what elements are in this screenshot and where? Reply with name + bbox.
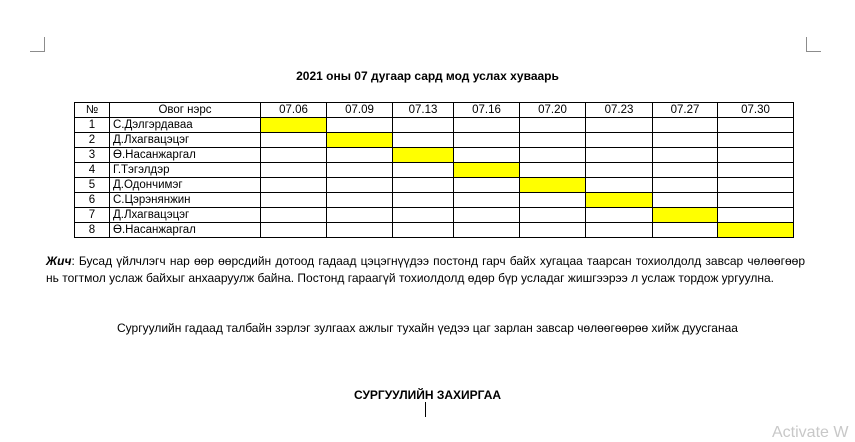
empty-cell — [653, 163, 718, 178]
empty-cell — [520, 133, 586, 148]
empty-cell — [653, 178, 718, 193]
table-header-row — [75, 103, 794, 118]
empty-cell — [261, 133, 327, 148]
field-weeding-note: Сургуулийн гадаад талбайн зэрлэг зулгаах ажлыг тухайн үедээ цаг зарлан завсар чөлөөгөөрөө хийж дуусганаа — [117, 321, 738, 335]
empty-cell — [718, 208, 794, 223]
empty-cell — [327, 163, 393, 178]
row-name: Ө.Насанжаргал — [110, 223, 261, 238]
row-number: 4 — [75, 163, 110, 178]
row-name: Ө.Насанжаргал — [110, 148, 261, 163]
note-text: : Бусад үйлчлэгч нар өөр өөрсдийн дотоод гадаад цэцэгнүүдээ постонд гарч байх хугацаа таарсан тохиолдолд завсар чөлөөгөөр нь тогтмол услаж байхыг анхааруулж байна. Постонд гараагүй тохиолдолд өдөр бүр усладаг жишгээрээ л услаж тордож ургуулна. — [46, 254, 805, 285]
document-title: 2021 оны 07 дугаар сард мод услах хуваарь — [296, 69, 559, 83]
empty-cell — [393, 193, 454, 208]
empty-cell — [327, 148, 393, 163]
page-margin-corner-left — [30, 37, 45, 52]
table-row — [75, 163, 794, 178]
highlighted-cell — [454, 163, 520, 178]
row-name: Г.Тэгэлдэр — [110, 163, 261, 178]
note-label: Жич — [46, 254, 72, 268]
highlighted-cell — [261, 118, 327, 133]
empty-cell — [653, 193, 718, 208]
watering-schedule-table — [74, 102, 794, 238]
row-number: 2 — [75, 133, 110, 148]
row-name: С.Цэрэнянжин — [110, 193, 261, 208]
row-name: Д.Лхагвацэцэг — [110, 133, 261, 148]
empty-cell — [261, 223, 327, 238]
row-number: 5 — [75, 178, 110, 193]
empty-cell — [586, 163, 653, 178]
empty-cell — [261, 148, 327, 163]
row-name: С.Дэлгэрдаваа — [110, 118, 261, 133]
header-date: 07.27 — [653, 103, 718, 118]
empty-cell — [454, 133, 520, 148]
highlighted-cell — [327, 133, 393, 148]
empty-cell — [327, 223, 393, 238]
highlighted-cell — [520, 178, 586, 193]
empty-cell — [454, 223, 520, 238]
empty-cell — [393, 133, 454, 148]
row-name: Д.Одончимэг — [110, 178, 261, 193]
signature-school-administration: СУРГУУЛИЙН ЗАХИРГАА — [353, 388, 502, 402]
empty-cell — [653, 118, 718, 133]
empty-cell — [261, 163, 327, 178]
highlighted-cell — [586, 193, 653, 208]
header-date: 07.30 — [718, 103, 794, 118]
empty-cell — [653, 148, 718, 163]
highlighted-cell — [393, 148, 454, 163]
empty-cell — [327, 193, 393, 208]
header-date: 07.09 — [327, 103, 393, 118]
row-number: 3 — [75, 148, 110, 163]
table-row — [75, 148, 794, 163]
empty-cell — [586, 148, 653, 163]
text-cursor — [425, 402, 426, 417]
empty-cell — [718, 118, 794, 133]
empty-cell — [718, 148, 794, 163]
highlighted-cell — [653, 208, 718, 223]
empty-cell — [586, 118, 653, 133]
empty-cell — [520, 208, 586, 223]
table-row — [75, 193, 794, 208]
empty-cell — [454, 178, 520, 193]
empty-cell — [653, 223, 718, 238]
header-name: Овог нэрс — [110, 103, 261, 118]
empty-cell — [393, 223, 454, 238]
table-row — [75, 208, 794, 223]
table-row — [75, 133, 794, 148]
header-date: 07.20 — [520, 103, 586, 118]
empty-cell — [520, 223, 586, 238]
empty-cell — [520, 163, 586, 178]
header-number: № — [75, 103, 110, 118]
note-paragraph — [46, 253, 805, 287]
empty-cell — [520, 193, 586, 208]
header-date: 07.06 — [261, 103, 327, 118]
row-number: 7 — [75, 208, 110, 223]
empty-cell — [653, 133, 718, 148]
empty-cell — [454, 118, 520, 133]
empty-cell — [261, 208, 327, 223]
empty-cell — [520, 148, 586, 163]
empty-cell — [393, 163, 454, 178]
empty-cell — [718, 178, 794, 193]
empty-cell — [586, 223, 653, 238]
empty-cell — [327, 208, 393, 223]
header-date: 07.16 — [454, 103, 520, 118]
table-row — [75, 223, 794, 238]
empty-cell — [454, 148, 520, 163]
row-number: 6 — [75, 193, 110, 208]
empty-cell — [454, 193, 520, 208]
empty-cell — [718, 163, 794, 178]
empty-cell — [261, 178, 327, 193]
empty-cell — [586, 208, 653, 223]
empty-cell — [261, 193, 327, 208]
empty-cell — [393, 208, 454, 223]
empty-cell — [520, 118, 586, 133]
table-row — [75, 118, 794, 133]
empty-cell — [586, 133, 653, 148]
header-date: 07.13 — [393, 103, 454, 118]
table-row — [75, 178, 794, 193]
row-number: 1 — [75, 118, 110, 133]
empty-cell — [327, 178, 393, 193]
row-name: Д.Лхагвацэцэг — [110, 208, 261, 223]
empty-cell — [718, 133, 794, 148]
activation-watermark: Activate W — [772, 424, 849, 441]
empty-cell — [327, 118, 393, 133]
highlighted-cell — [718, 223, 794, 238]
empty-cell — [586, 178, 653, 193]
empty-cell — [393, 178, 454, 193]
empty-cell — [718, 193, 794, 208]
empty-cell — [393, 118, 454, 133]
page-margin-corner-right — [806, 37, 821, 52]
header-date: 07.23 — [586, 103, 653, 118]
row-number: 8 — [75, 223, 110, 238]
empty-cell — [454, 208, 520, 223]
